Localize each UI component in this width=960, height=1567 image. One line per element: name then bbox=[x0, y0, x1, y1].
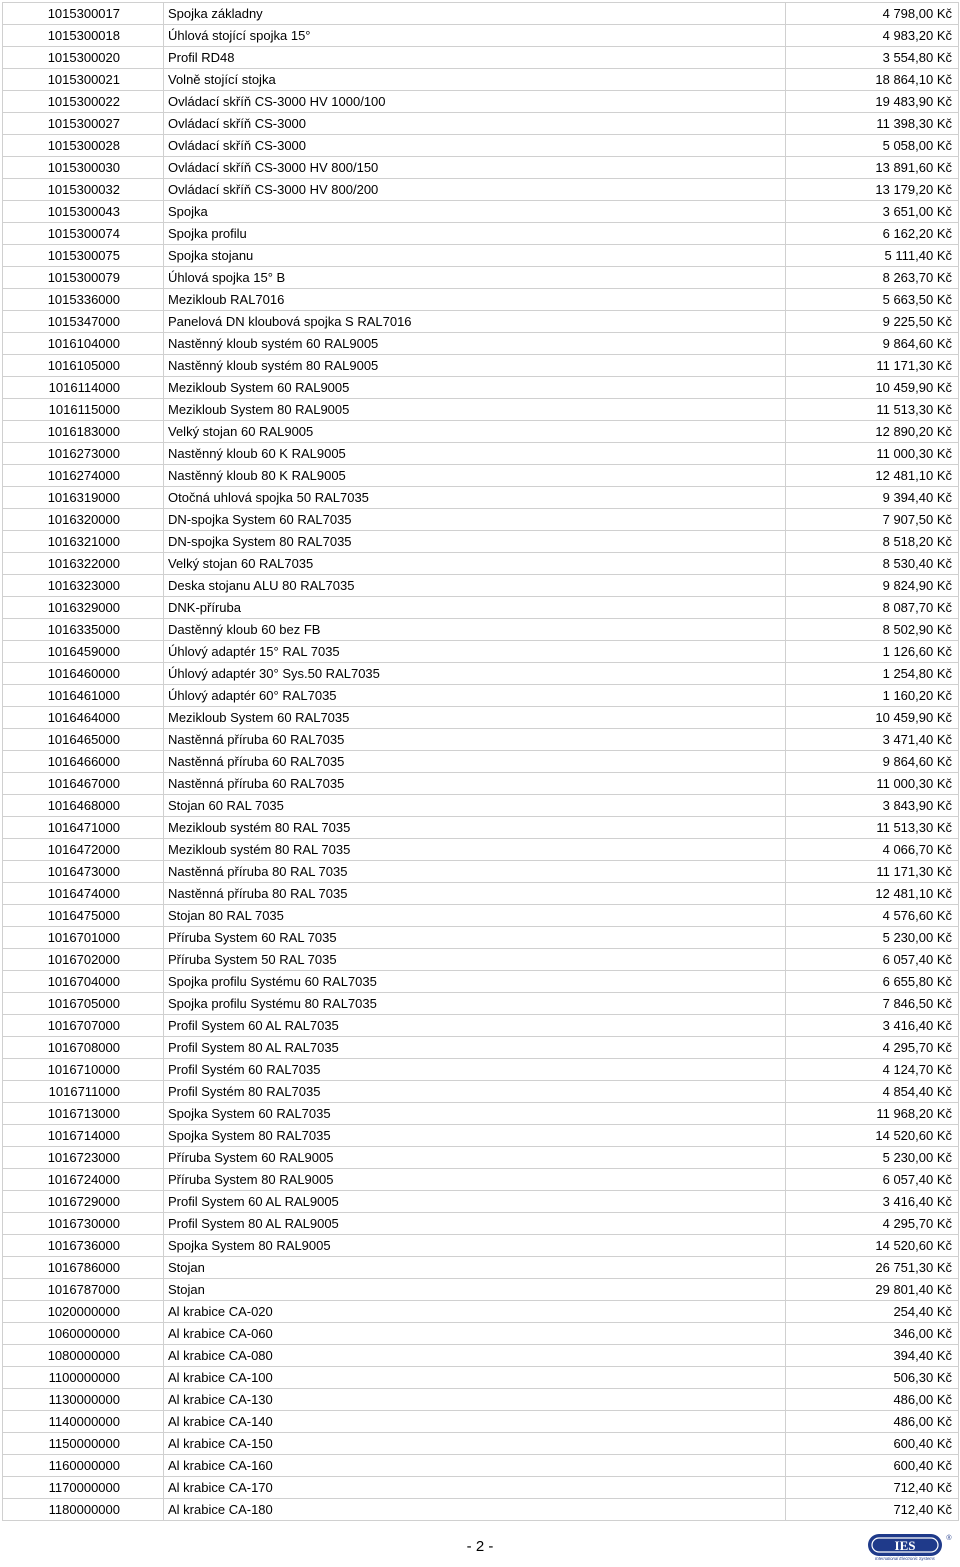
item-price: 9 394,40 Kč bbox=[786, 487, 959, 509]
item-name: Příruba System 80 RAL9005 bbox=[164, 1169, 786, 1191]
table-row bbox=[3, 883, 959, 905]
item-code: 1016320000 bbox=[3, 509, 164, 531]
item-code: 1015300079 bbox=[3, 267, 164, 289]
item-price: 8 530,40 Kč bbox=[786, 553, 959, 575]
item-price: 4 066,70 Kč bbox=[786, 839, 959, 861]
table-row bbox=[3, 135, 959, 157]
item-name: Otočná uhlová spojka 50 RAL7035 bbox=[164, 487, 786, 509]
table-row bbox=[3, 1477, 959, 1499]
table-row bbox=[3, 355, 959, 377]
item-price: 11 000,30 Kč bbox=[786, 773, 959, 795]
item-price: 6 057,40 Kč bbox=[786, 949, 959, 971]
item-name: Velký stojan 60 RAL7035 bbox=[164, 553, 786, 575]
item-price: 18 864,10 Kč bbox=[786, 69, 959, 91]
table-row bbox=[3, 1147, 959, 1169]
item-name: Nastěnná příruba 60 RAL7035 bbox=[164, 751, 786, 773]
item-code: 1015300027 bbox=[3, 113, 164, 135]
item-name: Al krabice CA-150 bbox=[164, 1433, 786, 1455]
table-row bbox=[3, 707, 959, 729]
item-name: Spojka profilu Systému 60 RAL7035 bbox=[164, 971, 786, 993]
item-price: 3 651,00 Kč bbox=[786, 201, 959, 223]
item-price: 712,40 Kč bbox=[786, 1499, 959, 1521]
item-code: 1140000000 bbox=[3, 1411, 164, 1433]
item-price: 8 087,70 Kč bbox=[786, 597, 959, 619]
item-code: 1100000000 bbox=[3, 1367, 164, 1389]
item-code: 1015300032 bbox=[3, 179, 164, 201]
item-code: 1180000000 bbox=[3, 1499, 164, 1521]
item-price: 3 416,40 Kč bbox=[786, 1191, 959, 1213]
item-price: 12 890,20 Kč bbox=[786, 421, 959, 443]
item-name: Nastěnná příruba 80 RAL 7035 bbox=[164, 883, 786, 905]
item-name: Ovládací skříň CS-3000 HV 800/200 bbox=[164, 179, 786, 201]
table-row bbox=[3, 641, 959, 663]
item-price: 9 225,50 Kč bbox=[786, 311, 959, 333]
item-name: Velký stojan 60 RAL9005 bbox=[164, 421, 786, 443]
item-code: 1015300075 bbox=[3, 245, 164, 267]
item-price: 10 459,90 Kč bbox=[786, 707, 959, 729]
price-list-body bbox=[3, 3, 959, 1521]
item-price: 10 459,90 Kč bbox=[786, 377, 959, 399]
item-price: 3 416,40 Kč bbox=[786, 1015, 959, 1037]
item-price: 11 171,30 Kč bbox=[786, 355, 959, 377]
table-row bbox=[3, 377, 959, 399]
item-name: Al krabice CA-160 bbox=[164, 1455, 786, 1477]
table-row bbox=[3, 795, 959, 817]
item-price: 11 513,30 Kč bbox=[786, 399, 959, 421]
item-name: Spojka System 60 RAL7035 bbox=[164, 1103, 786, 1125]
item-price: 254,40 Kč bbox=[786, 1301, 959, 1323]
table-row bbox=[3, 289, 959, 311]
item-name: Spojka profilu bbox=[164, 223, 786, 245]
item-name: Al krabice CA-170 bbox=[164, 1477, 786, 1499]
item-name: Profil Systém 80 RAL7035 bbox=[164, 1081, 786, 1103]
item-code: 1016707000 bbox=[3, 1015, 164, 1037]
table-row bbox=[3, 1367, 959, 1389]
item-code: 1170000000 bbox=[3, 1477, 164, 1499]
item-name: Nastěnný kloub 80 K RAL9005 bbox=[164, 465, 786, 487]
item-name: Příruba System 60 RAL 7035 bbox=[164, 927, 786, 949]
item-code: 1016714000 bbox=[3, 1125, 164, 1147]
item-name: Volně stojící stojka bbox=[164, 69, 786, 91]
item-price: 14 520,60 Kč bbox=[786, 1235, 959, 1257]
table-row bbox=[3, 1125, 959, 1147]
item-price: 13 891,60 Kč bbox=[786, 157, 959, 179]
item-code: 1016465000 bbox=[3, 729, 164, 751]
item-name: Úhlový adaptér 30° Sys.50 RAL7035 bbox=[164, 663, 786, 685]
item-code: 1016321000 bbox=[3, 531, 164, 553]
item-name: Mezikloub systém 80 RAL 7035 bbox=[164, 817, 786, 839]
table-row bbox=[3, 179, 959, 201]
item-code: 1016730000 bbox=[3, 1213, 164, 1235]
item-code: 1016471000 bbox=[3, 817, 164, 839]
item-name: Profil Systém 60 RAL7035 bbox=[164, 1059, 786, 1081]
item-price: 11 171,30 Kč bbox=[786, 861, 959, 883]
item-price: 13 179,20 Kč bbox=[786, 179, 959, 201]
item-price: 11 968,20 Kč bbox=[786, 1103, 959, 1125]
table-row bbox=[3, 773, 959, 795]
item-code: 1015300030 bbox=[3, 157, 164, 179]
item-code: 1016460000 bbox=[3, 663, 164, 685]
item-name: Stojan 60 RAL 7035 bbox=[164, 795, 786, 817]
table-row bbox=[3, 905, 959, 927]
item-price: 8 518,20 Kč bbox=[786, 531, 959, 553]
table-row bbox=[3, 1191, 959, 1213]
table-row bbox=[3, 421, 959, 443]
item-name: DN-spojka System 80 RAL7035 bbox=[164, 531, 786, 553]
item-price: 11 000,30 Kč bbox=[786, 443, 959, 465]
item-code: 1016329000 bbox=[3, 597, 164, 619]
item-price: 7 907,50 Kč bbox=[786, 509, 959, 531]
item-name: Nastěnný kloub 60 K RAL9005 bbox=[164, 443, 786, 465]
item-code: 1015300022 bbox=[3, 91, 164, 113]
item-price: 4 983,20 Kč bbox=[786, 25, 959, 47]
item-price: 5 111,40 Kč bbox=[786, 245, 959, 267]
table-row bbox=[3, 817, 959, 839]
item-price: 1 126,60 Kč bbox=[786, 641, 959, 663]
item-code: 1150000000 bbox=[3, 1433, 164, 1455]
table-row bbox=[3, 729, 959, 751]
item-name: Dastěnný kloub 60 bez FB bbox=[164, 619, 786, 641]
item-name: Úhlová stojící spojka 15° bbox=[164, 25, 786, 47]
item-code: 1016464000 bbox=[3, 707, 164, 729]
item-name: Nastěnný kloub systém 60 RAL9005 bbox=[164, 333, 786, 355]
item-code: 1016705000 bbox=[3, 993, 164, 1015]
item-code: 1016473000 bbox=[3, 861, 164, 883]
item-name: Ovládací skříň CS-3000 bbox=[164, 113, 786, 135]
item-name: Úhlový adaptér 60° RAL7035 bbox=[164, 685, 786, 707]
item-price: 9 864,60 Kč bbox=[786, 333, 959, 355]
table-row bbox=[3, 465, 959, 487]
table-row bbox=[3, 1499, 959, 1521]
item-name: Al krabice CA-100 bbox=[164, 1367, 786, 1389]
item-code: 1016105000 bbox=[3, 355, 164, 377]
item-name: Stojan 80 RAL 7035 bbox=[164, 905, 786, 927]
item-price: 5 663,50 Kč bbox=[786, 289, 959, 311]
item-price: 4 124,70 Kč bbox=[786, 1059, 959, 1081]
item-price: 29 801,40 Kč bbox=[786, 1279, 959, 1301]
item-price: 506,30 Kč bbox=[786, 1367, 959, 1389]
item-code: 1020000000 bbox=[3, 1301, 164, 1323]
item-name: Úhlový adaptér 15° RAL 7035 bbox=[164, 641, 786, 663]
item-price: 4 295,70 Kč bbox=[786, 1213, 959, 1235]
item-name: Profil RD48 bbox=[164, 47, 786, 69]
table-row bbox=[3, 3, 959, 25]
item-name: Deska stojanu ALU 80 RAL7035 bbox=[164, 575, 786, 597]
item-price: 9 864,60 Kč bbox=[786, 751, 959, 773]
item-code: 1016713000 bbox=[3, 1103, 164, 1125]
item-code: 1016466000 bbox=[3, 751, 164, 773]
item-price: 5 058,00 Kč bbox=[786, 135, 959, 157]
table-row bbox=[3, 927, 959, 949]
table-row bbox=[3, 1301, 959, 1323]
table-row bbox=[3, 69, 959, 91]
item-code: 1015300017 bbox=[3, 3, 164, 25]
item-name: Spojka základny bbox=[164, 3, 786, 25]
item-name: Al krabice CA-060 bbox=[164, 1323, 786, 1345]
table-row bbox=[3, 619, 959, 641]
item-name: Mezikloub RAL7016 bbox=[164, 289, 786, 311]
item-name: Mezikloub System 80 RAL9005 bbox=[164, 399, 786, 421]
item-price: 8 502,90 Kč bbox=[786, 619, 959, 641]
item-code: 1016472000 bbox=[3, 839, 164, 861]
item-code: 1016459000 bbox=[3, 641, 164, 663]
item-code: 1016729000 bbox=[3, 1191, 164, 1213]
item-code: 1016183000 bbox=[3, 421, 164, 443]
item-name: Profil System 60 AL RAL9005 bbox=[164, 1191, 786, 1213]
item-code: 1016461000 bbox=[3, 685, 164, 707]
table-row bbox=[3, 663, 959, 685]
item-price: 4 576,60 Kč bbox=[786, 905, 959, 927]
item-code: 1080000000 bbox=[3, 1345, 164, 1367]
item-price: 486,00 Kč bbox=[786, 1411, 959, 1433]
item-name: Ovládací skříň CS-3000 bbox=[164, 135, 786, 157]
item-price: 5 230,00 Kč bbox=[786, 1147, 959, 1169]
item-name: Spojka profilu Systému 80 RAL7035 bbox=[164, 993, 786, 1015]
item-code: 1016467000 bbox=[3, 773, 164, 795]
item-code: 1015300028 bbox=[3, 135, 164, 157]
item-name: Spojka System 80 RAL7035 bbox=[164, 1125, 786, 1147]
item-price: 3 554,80 Kč bbox=[786, 47, 959, 69]
table-row bbox=[3, 223, 959, 245]
item-name: Al krabice CA-020 bbox=[164, 1301, 786, 1323]
table-row bbox=[3, 1015, 959, 1037]
item-code: 1016114000 bbox=[3, 377, 164, 399]
table-row bbox=[3, 443, 959, 465]
item-price: 6 057,40 Kč bbox=[786, 1169, 959, 1191]
item-code: 1015300020 bbox=[3, 47, 164, 69]
item-code: 1016704000 bbox=[3, 971, 164, 993]
item-code: 1016787000 bbox=[3, 1279, 164, 1301]
item-price: 5 230,00 Kč bbox=[786, 927, 959, 949]
item-price: 4 798,00 Kč bbox=[786, 3, 959, 25]
item-name: Profil System 80 AL RAL7035 bbox=[164, 1037, 786, 1059]
logo-tagline: International Electronic Systems bbox=[875, 1556, 935, 1561]
item-code: 1015336000 bbox=[3, 289, 164, 311]
table-row bbox=[3, 1279, 959, 1301]
item-name: Spojka stojanu bbox=[164, 245, 786, 267]
table-row bbox=[3, 1037, 959, 1059]
item-name: Spojka bbox=[164, 201, 786, 223]
table-row bbox=[3, 1455, 959, 1477]
item-name: Stojan bbox=[164, 1257, 786, 1279]
item-price: 6 162,20 Kč bbox=[786, 223, 959, 245]
table-row bbox=[3, 971, 959, 993]
item-code: 1016724000 bbox=[3, 1169, 164, 1191]
item-code: 1016104000 bbox=[3, 333, 164, 355]
item-price: 394,40 Kč bbox=[786, 1345, 959, 1367]
item-price: 4 295,70 Kč bbox=[786, 1037, 959, 1059]
item-name: Úhlová spojka 15° B bbox=[164, 267, 786, 289]
table-row bbox=[3, 553, 959, 575]
table-row bbox=[3, 861, 959, 883]
item-code: 1016723000 bbox=[3, 1147, 164, 1169]
item-name: Panelová DN kloubová spojka S RAL7016 bbox=[164, 311, 786, 333]
item-price: 8 263,70 Kč bbox=[786, 267, 959, 289]
table-row bbox=[3, 267, 959, 289]
item-price: 11 398,30 Kč bbox=[786, 113, 959, 135]
item-price: 19 483,90 Kč bbox=[786, 91, 959, 113]
item-price: 11 513,30 Kč bbox=[786, 817, 959, 839]
item-name: DNK-příruba bbox=[164, 597, 786, 619]
item-name: Příruba System 60 RAL9005 bbox=[164, 1147, 786, 1169]
table-row bbox=[3, 311, 959, 333]
table-row bbox=[3, 1103, 959, 1125]
item-code: 1015300018 bbox=[3, 25, 164, 47]
item-code: 1016323000 bbox=[3, 575, 164, 597]
table-row bbox=[3, 1433, 959, 1455]
item-name: Mezikloub System 60 RAL7035 bbox=[164, 707, 786, 729]
page-number: - 2 - bbox=[466, 1538, 494, 1555]
item-code: 1016115000 bbox=[3, 399, 164, 421]
table-row bbox=[3, 47, 959, 69]
table-row bbox=[3, 993, 959, 1015]
item-code: 1016708000 bbox=[3, 1037, 164, 1059]
item-name: DN-spojka System 60 RAL7035 bbox=[164, 509, 786, 531]
table-row bbox=[3, 1081, 959, 1103]
item-price: 12 481,10 Kč bbox=[786, 465, 959, 487]
item-name: Nastěnná příruba 60 RAL7035 bbox=[164, 729, 786, 751]
item-price: 7 846,50 Kč bbox=[786, 993, 959, 1015]
table-row bbox=[3, 1059, 959, 1081]
item-code: 1016701000 bbox=[3, 927, 164, 949]
table-row bbox=[3, 91, 959, 113]
table-row bbox=[3, 399, 959, 421]
table-row bbox=[3, 333, 959, 355]
table-row bbox=[3, 1323, 959, 1345]
price-list-table bbox=[2, 2, 959, 1521]
item-code: 1160000000 bbox=[3, 1455, 164, 1477]
table-row bbox=[3, 575, 959, 597]
table-row bbox=[3, 1169, 959, 1191]
item-code: 1016335000 bbox=[3, 619, 164, 641]
item-name: Mezikloub systém 80 RAL 7035 bbox=[164, 839, 786, 861]
table-row bbox=[3, 1213, 959, 1235]
item-price: 600,40 Kč bbox=[786, 1433, 959, 1455]
item-name: Stojan bbox=[164, 1279, 786, 1301]
item-name: Ovládací skříň CS-3000 HV 800/150 bbox=[164, 157, 786, 179]
table-row bbox=[3, 201, 959, 223]
item-price: 3 471,40 Kč bbox=[786, 729, 959, 751]
item-code: 1015300043 bbox=[3, 201, 164, 223]
table-row bbox=[3, 1257, 959, 1279]
table-row bbox=[3, 751, 959, 773]
logo-text: IES bbox=[894, 1538, 916, 1553]
table-row bbox=[3, 487, 959, 509]
item-code: 1015347000 bbox=[3, 311, 164, 333]
item-price: 346,00 Kč bbox=[786, 1323, 959, 1345]
item-price: 12 481,10 Kč bbox=[786, 883, 959, 905]
item-code: 1016322000 bbox=[3, 553, 164, 575]
table-row bbox=[3, 509, 959, 531]
item-code: 1016475000 bbox=[3, 905, 164, 927]
item-price: 9 824,90 Kč bbox=[786, 575, 959, 597]
item-name: Nastěnný kloub systém 80 RAL9005 bbox=[164, 355, 786, 377]
table-row bbox=[3, 597, 959, 619]
item-name: Nastěnná příruba 60 RAL7035 bbox=[164, 773, 786, 795]
item-code: 1016702000 bbox=[3, 949, 164, 971]
item-price: 600,40 Kč bbox=[786, 1455, 959, 1477]
table-row bbox=[3, 113, 959, 135]
item-code: 1016786000 bbox=[3, 1257, 164, 1279]
item-name: Al krabice CA-140 bbox=[164, 1411, 786, 1433]
item-code: 1016274000 bbox=[3, 465, 164, 487]
item-name: Profil System 80 AL RAL9005 bbox=[164, 1213, 786, 1235]
item-code: 1016711000 bbox=[3, 1081, 164, 1103]
item-name: Ovládací skříň CS-3000 HV 1000/100 bbox=[164, 91, 786, 113]
item-code: 1015300074 bbox=[3, 223, 164, 245]
item-price: 3 843,90 Kč bbox=[786, 795, 959, 817]
table-row bbox=[3, 1389, 959, 1411]
item-price: 14 520,60 Kč bbox=[786, 1125, 959, 1147]
item-code: 1016736000 bbox=[3, 1235, 164, 1257]
item-name: Mezikloub System 60 RAL9005 bbox=[164, 377, 786, 399]
table-row bbox=[3, 685, 959, 707]
item-code: 1016710000 bbox=[3, 1059, 164, 1081]
item-price: 486,00 Kč bbox=[786, 1389, 959, 1411]
item-code: 1016468000 bbox=[3, 795, 164, 817]
table-row bbox=[3, 245, 959, 267]
table-row bbox=[3, 839, 959, 861]
item-code: 1016474000 bbox=[3, 883, 164, 905]
table-row bbox=[3, 157, 959, 179]
registered-mark-icon: ® bbox=[946, 1535, 952, 1542]
item-price: 26 751,30 Kč bbox=[786, 1257, 959, 1279]
item-price: 4 854,40 Kč bbox=[786, 1081, 959, 1103]
item-name: Profil System 60 AL RAL7035 bbox=[164, 1015, 786, 1037]
table-row bbox=[3, 949, 959, 971]
ies-logo bbox=[866, 1531, 954, 1561]
item-code: 1130000000 bbox=[3, 1389, 164, 1411]
item-name: Příruba System 50 RAL 7035 bbox=[164, 949, 786, 971]
table-row bbox=[3, 1411, 959, 1433]
item-code: 1016273000 bbox=[3, 443, 164, 465]
table-row bbox=[3, 1345, 959, 1367]
item-name: Spojka System 80 RAL9005 bbox=[164, 1235, 786, 1257]
item-price: 1 160,20 Kč bbox=[786, 685, 959, 707]
table-row bbox=[3, 1235, 959, 1257]
item-name: Al krabice CA-180 bbox=[164, 1499, 786, 1521]
item-price: 712,40 Kč bbox=[786, 1477, 959, 1499]
table-row bbox=[3, 531, 959, 553]
item-code: 1015300021 bbox=[3, 69, 164, 91]
item-name: Al krabice CA-130 bbox=[164, 1389, 786, 1411]
item-code: 1060000000 bbox=[3, 1323, 164, 1345]
item-name: Nastěnná příruba 80 RAL 7035 bbox=[164, 861, 786, 883]
item-price: 6 655,80 Kč bbox=[786, 971, 959, 993]
item-price: 1 254,80 Kč bbox=[786, 663, 959, 685]
item-name: Al krabice CA-080 bbox=[164, 1345, 786, 1367]
table-row bbox=[3, 25, 959, 47]
item-code: 1016319000 bbox=[3, 487, 164, 509]
